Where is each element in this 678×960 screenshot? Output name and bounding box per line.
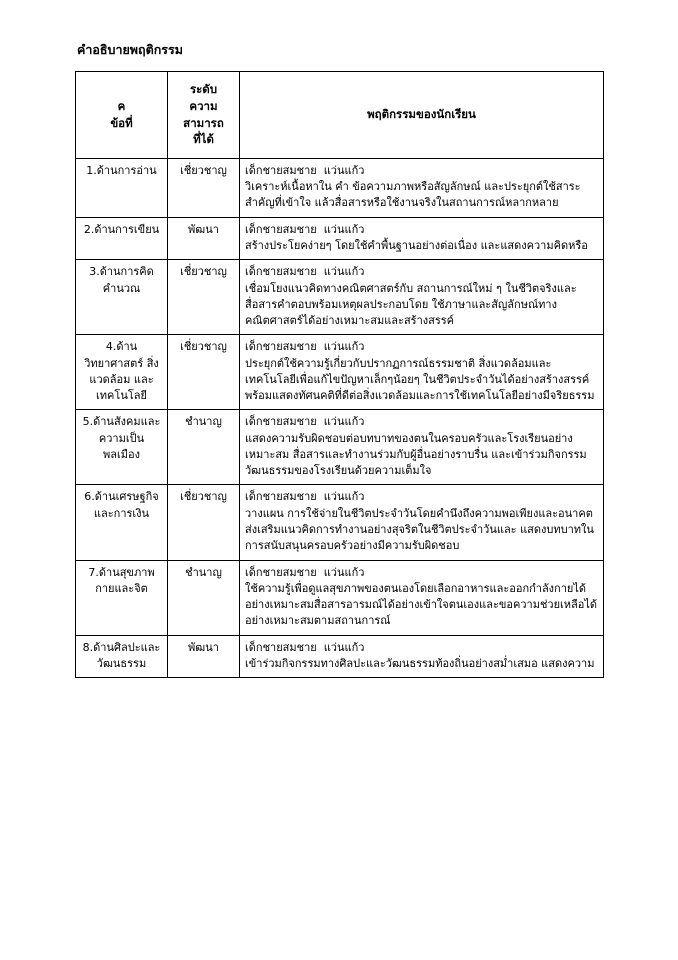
cell-behavior [240,217,604,260]
cell-skill: 8.ด้านศิลปะและวัฒนธรรม [76,635,168,678]
cell-skill: 4.ด้านวิทยาศาสตร์ สิ่งแวดล้อม และเทคโนโลยี [76,335,168,410]
cell-behavior [240,560,604,635]
cell-level: เชี่ยวชาญ [168,158,240,217]
behavior-description: แสดงความรับผิดชอบต่อบทบาทของตนในครอบครัวและโรงเรียนอย่างเหมาะสม สื่อสารและทำงานร่วมกับผู้อื่นอย่างราบรื่น และเข้าร่วมกิจกรรมวัฒนธรรมของโรงเรียนด้วยความเต็มใจ [245,431,587,478]
student-name: เด็กชายสมชาย แว่นแก้ว [245,490,365,504]
cell-level: ชำนาญ [168,410,240,485]
cell-skill: 6.ด้านเศรษฐกิจและการเงิน [76,485,168,560]
table-header-row [76,72,604,159]
student-name: เด็กชายสมชาย แว่นแก้ว [245,222,365,236]
table-header [76,72,604,159]
behavior-description: วิเคราะห์เนื้อหาใน คำ ข้อความภาพหรือสัญลักษณ์ และประยุกต์ใช้สาระสำคัญที่เข้าใจ แล้วสื่อสารหรือใช้งานจริงในสถานการณ์หลากหลาย [245,180,581,210]
cell-skill: 7.ด้านสุขภาพกายและจิต [76,560,168,635]
behavior-description: ประยุกต์ใช้ความรู้เกี่ยวกับปรากฏการณ์ธรรมชาติ สิ่งแวดล้อมและเทคโนโลยีเพื่อแก้ไขปัญหาเล็กๆน้อยๆ ในชีวิตประจำวันได้อย่างสร้างสรรค์ พร้อมแสดงทัศนคติที่ดีต่อสิ่งแวดล้อมและการใช้เทคโนโลยีอย่างมีจริยธรรม [245,356,595,403]
cell-behavior [240,410,604,485]
table-row [76,335,604,410]
student-name: เด็กชายสมชาย แว่นแก้ว [245,340,365,354]
table-row [76,560,604,635]
behavior-description: ใช้ความรู้เพื่อดูแลสุขภาพของตนเองโดยเลือกอาหารและออกกำลังกายได้อย่างเหมาะสมสื่อสารอารมณ์ได้อย่างเข้าใจตนเองและขอความช่วยเหลือได้อย่างเหมาะสมตามสถานการณ์ [245,581,598,628]
column-header-level-line3: ที่ได้ [193,132,214,147]
column-header-behavior: พฤติกรรมของนักเรียน [240,72,604,159]
cell-level: พัฒนา [168,217,240,260]
table-row [76,158,604,217]
student-name: เด็กชายสมชาย แว่นแก้ว [245,265,365,279]
student-name: เด็กชายสมชาย แว่นแก้ว [245,163,365,177]
cell-level: เชี่ยวชาญ [168,335,240,410]
behavior-description: เข้าร่วมกิจกรรมทางศิลปะและวัฒนธรรมท้องถิ่นอย่างสม่ำเสมอ แสดงความ [245,656,595,670]
cell-skill: 3.ด้านการคิดคำนวณ [76,260,168,335]
column-header-level [168,72,240,159]
behavior-description: สร้างประโยคง่ายๆ โดยใช้คำพื้นฐานอย่างต่อเนื่อง และแสดงความคิดหรือ [245,239,588,252]
cell-level: เชี่ยวชาญ [168,485,240,560]
student-name: เด็กชายสมชาย แว่นแก้ว [245,415,365,429]
column-header-skill-line1: ค [117,98,126,113]
cell-skill: 5.ด้านสังคมและความเป็นพลเมือง [76,410,168,485]
page-title: คำอธิบายพฤติกรรม [77,42,183,57]
cell-level: พัฒนา [168,635,240,678]
student-name: เด็กชายสมชาย แว่นแก้ว [245,640,365,654]
table-body [76,158,604,677]
cell-behavior [240,158,604,217]
column-header-level-line2: ความสามารถ [183,98,224,130]
table-row [76,410,604,485]
table-row [76,635,604,678]
table-row [76,260,604,335]
cell-behavior [240,335,604,410]
cell-skill: 1.ด้านการอ่าน [76,158,168,217]
behavior-description: เชื่อมโยงแนวคิดทางคณิตศาสตร์กับ สถานการณ์ใหม่ ๆ ในชีวิตจริงและสื่อสารคำตอบพร้อมเหตุผลประกอบโดย ใช้ภาษาและสัญลักษณ์ทางคณิตศาสตร์ได้อย่างเหมาะสมและสร้างสรรค์ [245,281,577,328]
cell-behavior [240,485,604,560]
column-header-skill-line2: ข้อที่ [110,115,133,130]
student-name: เด็กชายสมชาย แว่นแก้ว [245,565,365,579]
column-header-skill [76,72,168,159]
table-row [76,217,604,260]
cell-level: เชี่ยวชาญ [168,260,240,335]
cell-level: ชำนาญ [168,560,240,635]
table-row [76,485,604,560]
cell-skill: 2.ด้านการเขียน [76,217,168,260]
behavior-description: วางแผน การใช้จ่ายในชีวิตประจำวันโดยคำนึงถึงความพอเพียงและอนาคตส่งเสริมแนวคิดการทำงานอย่างสุจริตในชีวิตประจำวันและ แสดงบทบาทในการสนับสนุนครอบครัวอย่างมีความรับผิดชอบ [245,506,594,553]
behavior-table [75,71,604,678]
cell-behavior [240,635,604,678]
cell-behavior [240,260,604,335]
column-header-level-line1: ระดับ [189,82,218,97]
